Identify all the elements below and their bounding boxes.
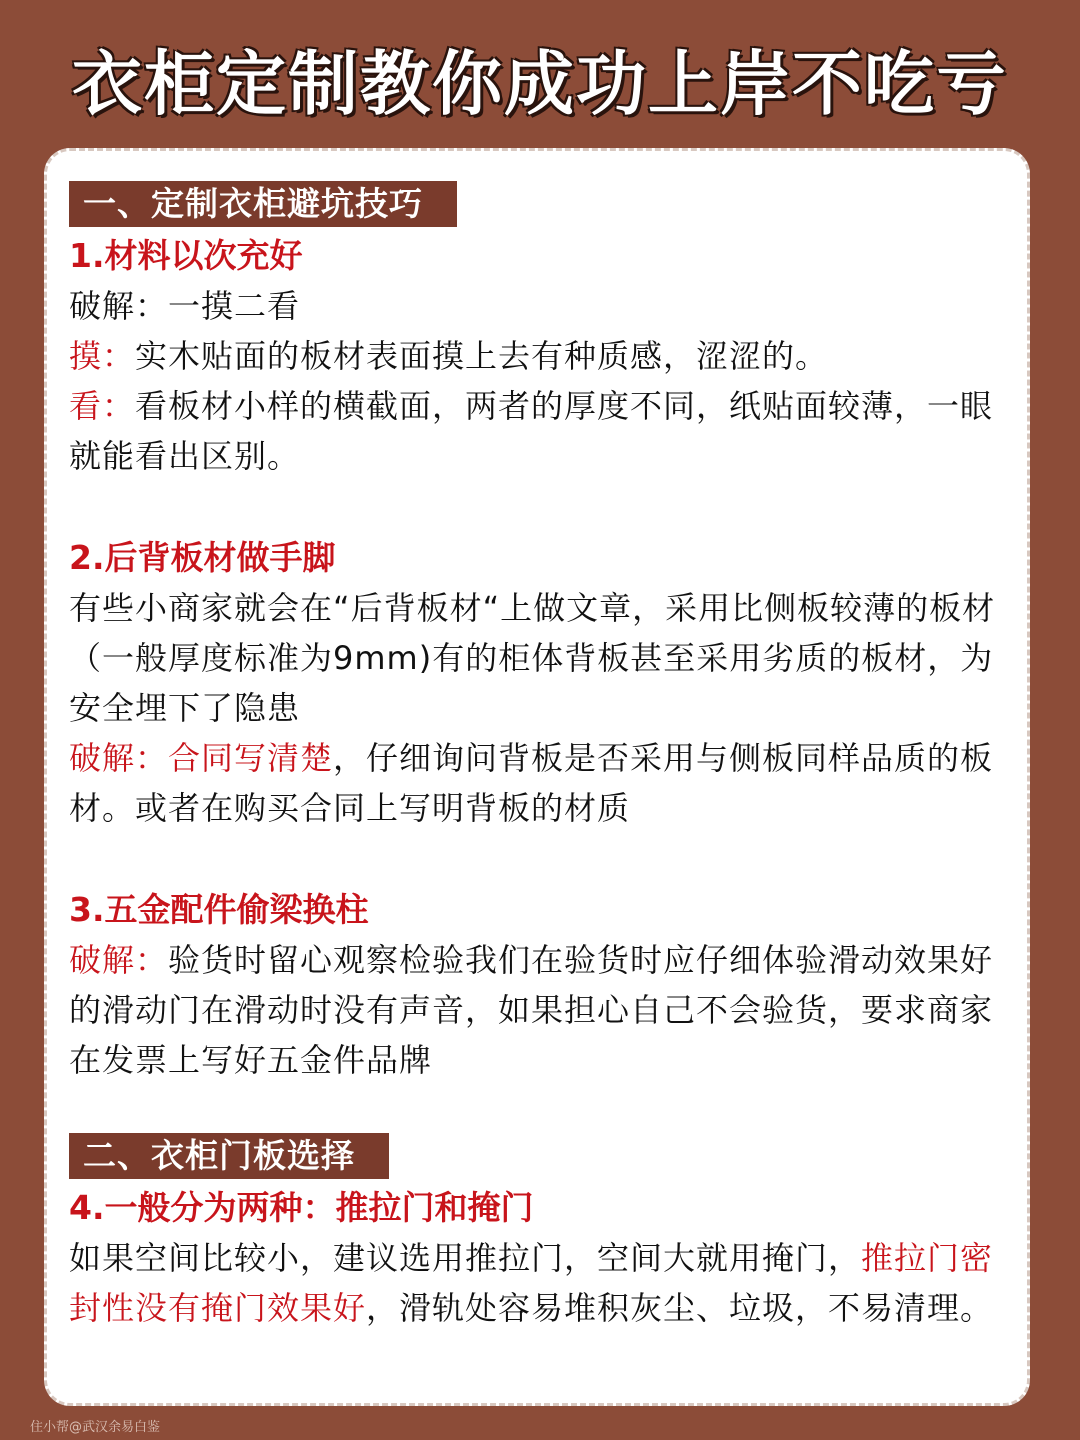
tip-4-text-a: 如果空间比较小，建议选用推拉门，空间大就用掩门， — [69, 1239, 862, 1277]
touch-label: 摸： — [69, 337, 136, 375]
tip-3-title: 3.五金配件偷梁换柱 — [69, 890, 369, 929]
content-body — [69, 181, 1009, 1333]
tip-4-title: 4.一般分为两种：推拉门和掩门 — [69, 1188, 534, 1227]
touch-text: 实木贴面的板材表面摸上去有种质感，涩涩的。 — [135, 337, 829, 375]
tip-3-solve — [69, 935, 1009, 1085]
solve-highlight: 合同写清楚 — [168, 739, 334, 777]
solve-label: 破解： — [69, 739, 169, 777]
tip-2-body: 有些小商家就会在“后背板材“上做文章，采用比侧板较薄的板材（一般厚度标准为9mm)有的柜体背板甚至采用劣质的板材，为安全埋下了隐患 — [69, 589, 996, 727]
tip-4-body — [69, 1233, 1009, 1333]
tip-2-title: 2.后背板材做手脚 — [69, 538, 336, 577]
tip-1-look — [69, 381, 1009, 481]
tip-2-solve — [69, 733, 1009, 833]
solve-label: 破解： — [69, 941, 169, 979]
tip-1-solve: 破解：一摸二看 — [69, 287, 301, 325]
solve-text: ，仔细询问背板是否采用与侧板同样品质的板材。或者在购买合同上写明背板的材质 — [69, 739, 994, 827]
page-title: 衣柜定制教你成功上岸不吃亏 — [72, 43, 1008, 125]
tip-4-text-b: ，滑轨处容易堆积灰尘、垃圾，不易清理。 — [366, 1289, 994, 1327]
content-card — [44, 148, 1030, 1406]
section-1-heading: 一、定制衣柜避坑技巧 — [69, 181, 457, 227]
solve-text: 验货时留心观察检验我们在验货时应仔细体验滑动效果好的滑动门在滑动时没有声音，如果担心自己不会验货，要求商家在发票上写好五金件品牌 — [69, 941, 994, 1079]
tip-1-title: 1.材料以次充好 — [69, 236, 303, 275]
tip-1-touch — [69, 331, 1009, 381]
tip-4-highlight: 推拉门密封性没有掩门效果好 — [69, 1239, 994, 1327]
watermark: 住小帮@武汉余易白鉴 — [30, 1420, 161, 1435]
look-label: 看： — [69, 387, 136, 425]
section-2-heading: 二、衣柜门板选择 — [69, 1133, 389, 1179]
look-text: 看板材小样的横截面，两者的厚度不同，纸贴面较薄，一眼就能看出区别。 — [69, 387, 994, 475]
